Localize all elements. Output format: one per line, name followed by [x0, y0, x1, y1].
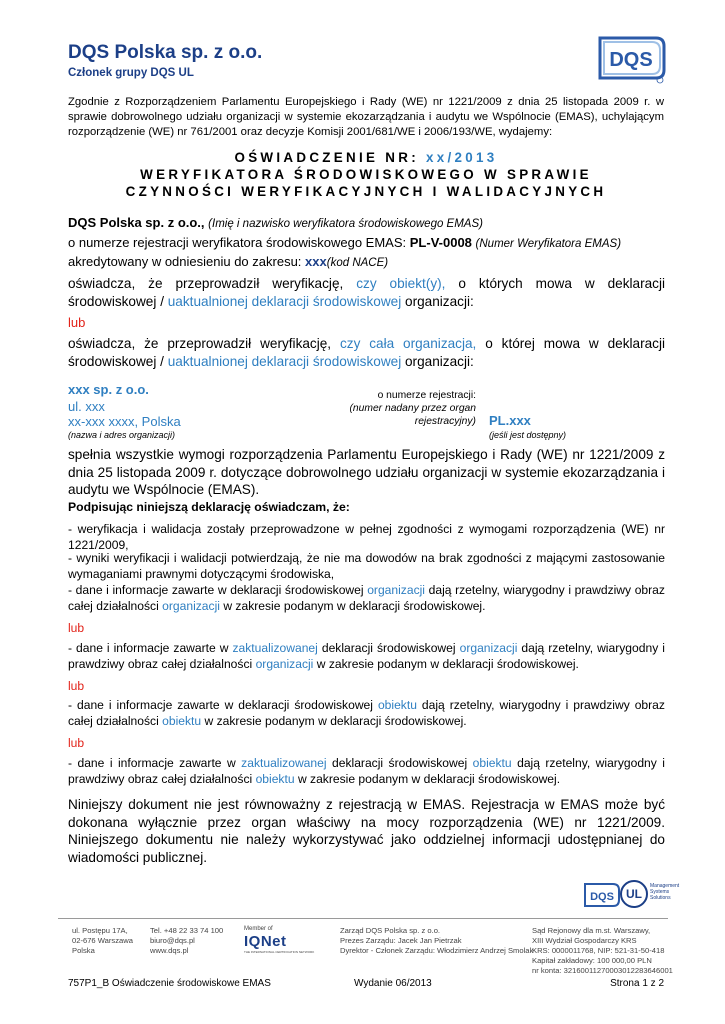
bullet-text: dają rzetelny, wiarygodny i prawdziwy obraz całej działalności	[68, 583, 665, 613]
bullet-text: dają rzetelny, wiarygodny i prawdziwy obraz całej działalności	[68, 698, 665, 728]
verifier-name: DQS Polska sp. z o.o.,	[68, 215, 205, 230]
verifier-name-line	[68, 215, 668, 233]
declaration-object-choice: czy obiekt(y),	[356, 276, 446, 291]
bullet-data-organization	[68, 582, 665, 614]
statement-title-prefix: OŚWIADCZENIE NR:	[234, 150, 419, 165]
footer-board-3: Dyrektor - Członek Zarządu: Włodzimierz Andrzej Smolak	[340, 946, 534, 955]
statement-title-line-2: WERYFIKATORA ŚRODOWISKOWEGO W SPRAWIE	[140, 167, 592, 182]
verifier-registration-line	[68, 235, 668, 253]
footer-edition: Wydanie 06/2013	[354, 978, 432, 989]
declaration-object	[68, 275, 665, 310]
statement-title-line-1	[68, 150, 664, 165]
bullet-text: deklaracji środowiskowej	[321, 641, 456, 655]
bullet-text: w zakresie podanym w deklaracji środowiskowej.	[204, 714, 467, 728]
registration-value: PL.xxx	[489, 413, 531, 428]
statement-number: xx/2013	[426, 150, 498, 165]
verifier-accreditation-line	[68, 254, 668, 272]
registration-label: o numerze rejestracji:	[377, 390, 476, 401]
bullet-choice-object: obiektu	[162, 714, 202, 728]
verifier-accreditation-value: xxx	[305, 254, 327, 269]
footer-board	[340, 926, 533, 956]
bullet-choice-object: obiektu	[377, 698, 417, 712]
footer-address	[72, 926, 133, 956]
bullet-data-object	[68, 697, 665, 729]
footer-court-4: Kapitał zakładowy: 100 000,00 PLN	[532, 956, 652, 965]
footer-website[interactable]: www.dqs.pl	[150, 946, 189, 955]
bullet-choice-organization: organizacji	[162, 599, 220, 613]
footer-page-number: Strona 1 z 2	[610, 978, 664, 989]
iqnet-tagline: THE INTERNATIONAL CERTIFICATION NETWORK	[244, 950, 315, 954]
bullet-choice-object: obiektu	[255, 772, 295, 786]
iqnet-logo	[244, 933, 315, 961]
organization-street: ul. xxx	[68, 399, 105, 414]
or-label-1: lub	[68, 315, 86, 330]
footer-board-1: Zarząd DQS Polska sp. z o.o.	[340, 926, 441, 935]
registration-value-hint: (jeśli jest dostępny)	[489, 430, 567, 440]
bullet-choice-organization: organizacji	[255, 657, 314, 671]
registration-hint: (numer nadany przez organ rejestracyjny)	[349, 403, 476, 427]
footer-board-2: Prezes Zarządu: Jacek Jan Pietrzak	[340, 936, 462, 945]
bullet-text: w zakresie podanym w deklaracji środowiskowej.	[297, 772, 561, 786]
bullet-text: - dane i informacje zawarte w	[68, 641, 229, 655]
statement-title-line-3: CZYNNOŚCI WERYFIKACYJNYCH I WALIDACYJNYCH	[125, 184, 607, 199]
bullet-choice-object: obiektu	[472, 756, 512, 770]
verifier-name-hint: (Imię i nazwisko weryfikatora środowiskowego EMAS)	[208, 218, 483, 230]
ul-caption-3: Solutions	[650, 895, 671, 901]
bullet-text: w zakresie podanym w deklaracji środowiskowej.	[316, 657, 579, 671]
bullet-choice-organization: organizacji	[459, 641, 518, 655]
bullet-text: deklaracji środowiskowej	[230, 583, 364, 597]
declaration-org-choice: czy cała organizacja,	[339, 336, 477, 351]
declaration-object-text-1: oświadcza, że przeprowadził weryfikację,	[68, 276, 344, 291]
intro-paragraph: Zgodnie z Rozporządzeniem Parlamentu Europejskiego i Rady (WE) nr 1221/2009 z dnia 25 listopada 2009 r. w sprawie dobrowolnego udziału organizacji w systemie ekozarządzania i audytu we Wspólnocie (EMAS), uchylającym rozporządzenie (WE) nr 761/2001 oraz decyzje Komisji 2001/681/WE i 2006/193/WE, wydajemy:	[68, 96, 664, 138]
bullet-text: w zakresie podanym w deklaracji środowiskowej.	[223, 599, 486, 613]
ul-caption-2: Systems	[650, 889, 670, 895]
ul-logo-caption	[650, 883, 679, 901]
iqnet-logo-text: IQNet	[244, 933, 287, 950]
declaration-object-text-2: o których mowa w deklaracji środowiskowej	[68, 276, 665, 309]
organization-name: xxx sp. z o.o.	[68, 382, 149, 397]
footer-court-3: KRS: 0000011768, NIP: 521-31-50-418	[532, 946, 665, 955]
declaration-org-text-3: organizacji:	[405, 353, 474, 369]
footer-address-country: Polska	[72, 946, 95, 955]
compliance-statement: spełnia wszystkie wymogi rozporządzenia Parlamentu Europejskiego i Rady (WE) nr 1221/2009 z dnia 25 listopada 2009 r. dotyczące dobrowolnego udziału organizacji w systemie ekozarządzania i audytu we Wspólnocie (EMAS).	[68, 447, 665, 497]
footer-address-city: 02-676 Warszawa	[72, 936, 133, 945]
footer-contact	[150, 926, 223, 956]
dqs-logo	[594, 30, 668, 86]
bullet-text: - dane i informacje zawarte w	[68, 698, 234, 712]
footer-court-1: Sąd Rejonowy dla m.st. Warszawy,	[532, 926, 651, 935]
footer-court	[532, 926, 673, 976]
verifier-registration-hint: (Numer Weryfikatora EMAS)	[475, 238, 622, 250]
bullet-text: deklaracji środowiskowej	[238, 698, 373, 712]
company-subtitle: Członek grupy DQS UL	[68, 67, 194, 79]
bullet-text: deklaracji środowiskowej	[332, 756, 468, 770]
bullet-results: - wyniki weryfikacji i walidacji potwierdzają, że nie ma dowodów na brak zgodności z mającymi zastosowanie wymaganiami prawnymi dotyczącymi środowiska,	[68, 551, 665, 581]
bullet-data-updated-organization	[68, 640, 665, 672]
bullet-data-updated-object	[68, 755, 665, 787]
bullet-verification: - weryfikacja i walidacja zostały przeprowadzone w pełnej zgodności z wymogami rozporządzenia (WE) nr 1221/2009,	[68, 522, 665, 552]
dqs-footer-logo	[582, 880, 622, 910]
bullet-choice-organization: organizacji	[367, 583, 425, 597]
verifier-accreditation-hint: (kod NACE)	[326, 257, 389, 269]
bullet-text: - dane i informacje zawarte w	[68, 583, 227, 597]
declaration-object-text-3: organizacji:	[405, 293, 474, 309]
declaration-object-updated: uaktualnionej deklaracji środowiskowej	[167, 293, 402, 309]
closing-disclaimer: Niniejszy dokument nie jest równoważny z rejestracją w EMAS. Rejestracja w EMAS może być dokonana wyłącznie przez organ właściwy na mocy rozporządzenia (WE) nr 1221/2009. Niniejszego dokumentu nie należy wykorzystywać jako oddzielnej informacji udostępnianej do wiadomości publicznej.	[68, 797, 665, 865]
or-label-3: lub	[68, 679, 85, 693]
declaration-object-slash: /	[160, 293, 164, 309]
verifier-accreditation-label: akredytowany w odniesieniu do zakresu:	[68, 254, 302, 269]
company-name: DQS Polska sp. z o.o.	[68, 42, 263, 63]
or-label-4: lub	[68, 736, 85, 750]
bullet-choice-updated: zaktualizowanej	[232, 641, 318, 655]
bullet-text: dają rzetelny, wiarygodny i prawdziwy obraz całej działalności	[68, 756, 665, 786]
declaration-org-text-2: o której mowa w deklaracji środowiskowej /	[68, 336, 665, 369]
verifier-registration-number: PL-V-0008	[409, 235, 472, 250]
organization-address-hint: (nazwa i adres organizacji)	[68, 430, 176, 440]
dqs-footer-logo-text: DQS	[590, 891, 614, 903]
declaration-organization	[68, 335, 665, 370]
footer-doc-id: 757P1_B Oświadczenie środowiskowe EMAS	[68, 978, 271, 989]
footer-address-street: ul. Postępu 17A,	[72, 926, 128, 935]
organization-city: xx-xxx xxxx, Polska	[68, 414, 181, 429]
bullet-text: dają rzetelny, wiarygodny i prawdziwy obraz całej działalności	[68, 641, 665, 671]
verifier-registration-label: o numerze rejestracji weryfikatora środowiskowego EMAS:	[68, 235, 407, 250]
footer-email[interactable]: biuro@dqs.pl	[150, 936, 195, 945]
or-label-2: lub	[68, 621, 85, 635]
footer-court-2: XIII Wydział Gospodarczy KRS	[532, 936, 637, 945]
bullet-choice-updated: zaktualizowanej	[241, 756, 327, 770]
ul-caption-1: Management	[650, 883, 680, 889]
bullet-text: - dane i informacje zawarte w	[68, 756, 236, 770]
dqs-logo-text: DQS	[609, 49, 653, 71]
footer-divider	[58, 918, 668, 919]
footer-court-5: nr konta: 32160011270003012283646001	[532, 966, 673, 975]
signing-heading: Podpisując niniejszą deklarację oświadczam, że:	[68, 500, 350, 514]
declaration-org-text-1: oświadcza, że przeprowadził weryfikację,	[68, 336, 332, 351]
iqnet-member-label: Member of	[244, 926, 273, 932]
ul-logo: UL	[620, 880, 648, 908]
declaration-org-updated: uaktualnionej deklaracji środowiskowej	[167, 353, 402, 369]
footer-phone: Tel. +48 22 33 74 100	[150, 926, 224, 935]
